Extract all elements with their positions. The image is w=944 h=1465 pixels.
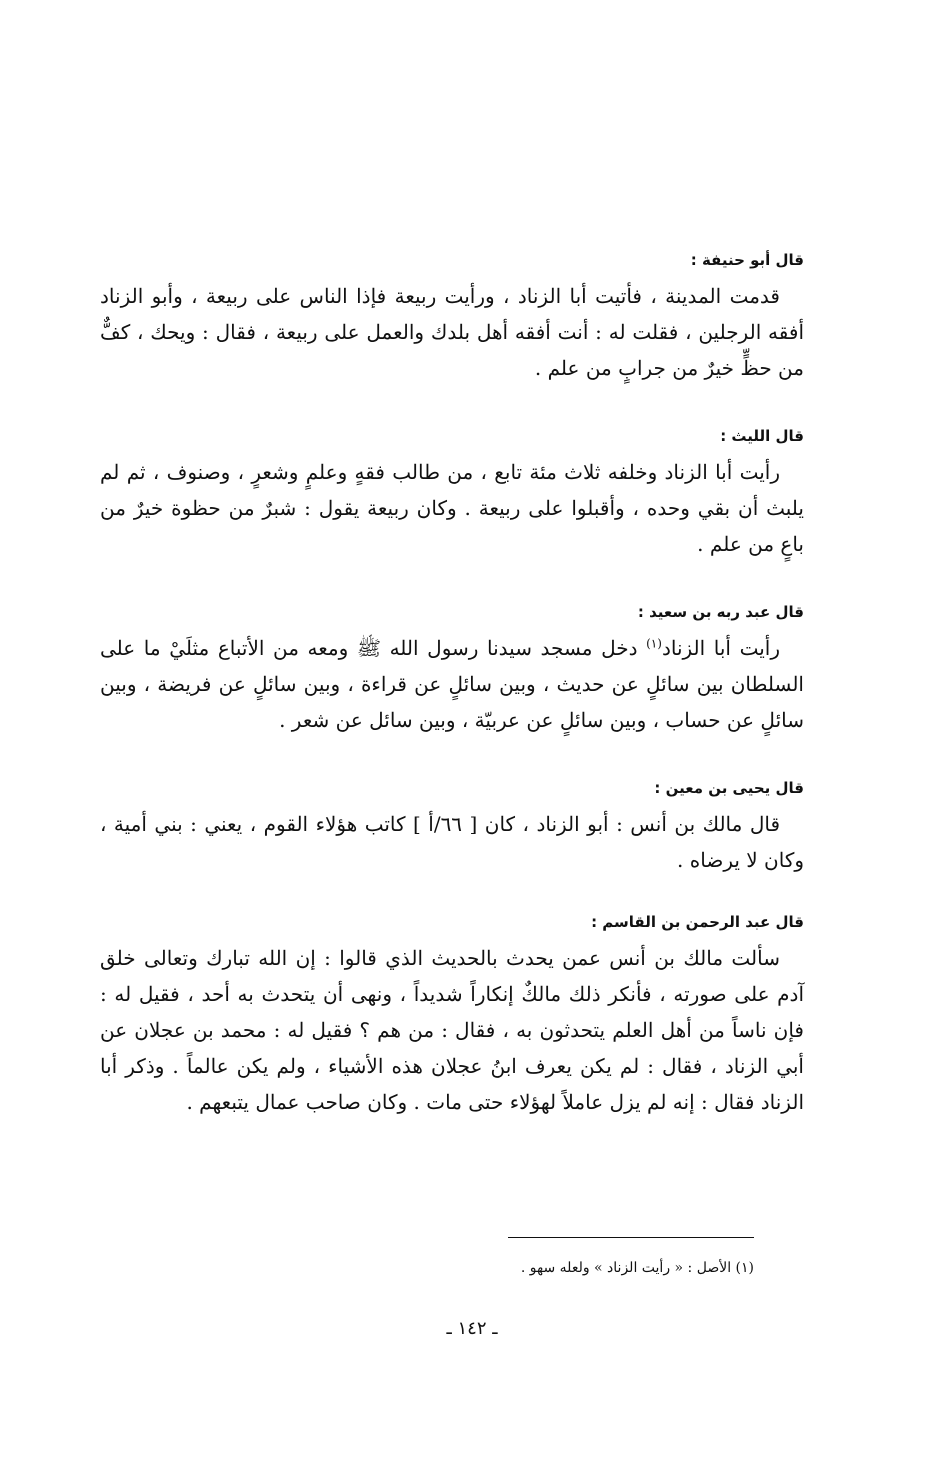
section-heading: قال عبد ربه بن سعيد : <box>637 603 804 621</box>
section-body: قال مالك بن أنس : أبو الزناد ، كان [ ٦٦/أ ] كاتب هؤلاء القوم ، يعني : بني أمية ، وكان لا يرضاه . <box>100 812 804 872</box>
section-al-layth <box>100 424 804 562</box>
footnote-marker: (١) <box>646 636 662 651</box>
section-yahya-ibn-main <box>100 776 804 878</box>
section-abu-hanifa <box>100 248 804 386</box>
section-abd-al-rahman <box>100 910 804 1120</box>
footnote: (١) الأصل : « رأيت الزناد » ولعله سهو . <box>520 1260 754 1276</box>
section-body <box>100 630 804 738</box>
page-number: ـ ١٤٢ ـ <box>446 1318 498 1339</box>
section-body: قدمت المدينة ، فأتيت أبا الزناد ، ورأيت ربيعة فإذا الناس على ربيعة ، وأبو الزناد أفقه الرجلين ، فقلت له : أنت أفقه أهل بلدك والعمل على ربيعة ، فقال : ويحك ، كفٌّ من حظٍّ خيرٌ من جرابٍ من علم . <box>100 284 804 380</box>
section-body-start: رأيت أبا الزناد <box>661 636 780 660</box>
section-heading: قال الليث : <box>720 427 804 445</box>
section-body-rest: دخل مسجد سيدنا رسول الله ﷺ ومعه من الأتباع مثلَيْ ما على السلطان بين سائلٍ عن حديث ، وبين سائلٍ عن قراءة ، وبين سائلٍ عن فريضة ، وبين سائلٍ عن حساب ، وبين سائلٍ عن عربيّة ، وبين سائل عن شعر . <box>100 636 804 732</box>
section-heading: قال أبو حنيفة : <box>690 251 804 269</box>
section-body: رأيت أبا الزناد وخلفه ثلاث مئة تابع ، من طالب فقهٍ وعلمٍ وشعرٍ ، وصنوف ، ثم لم يلبث أن بقي وحده ، وأقبلوا على ربيعة . وكان ربيعة يقول : شبرٌ من حظوة خيرٌ من باعٍ من علم . <box>100 460 804 556</box>
section-abd-rabbih <box>100 600 804 738</box>
section-body: سألت مالك بن أنس عمن يحدث بالحديث الذي قالوا : إن الله تبارك وتعالى خلق آدم على صورته ، فأنكر ذلك مالكٌ إنكاراً شديداً ، ونهى أن يتحدث به أحد ، فقيل له : فإن ناساً من أهل العلم يتحدثون به ، فقال : من هم ؟ فقيل له : محمد بن عجلان عن أبي الزناد ، فقال : لم يكن يعرف ابنُ عجلان هذه الأشياء ، ولم يكن عالماً . وذكر أبا الزناد فقال : إنه لم يزل عاملاً لهؤلاء حتى مات . وكان صاحب عمال يتبعهم . <box>100 946 804 1114</box>
footnote-divider <box>508 1237 754 1238</box>
section-heading: قال عبد الرحمن بن القاسم : <box>591 913 804 931</box>
section-heading: قال يحيى بن معين : <box>654 779 804 797</box>
